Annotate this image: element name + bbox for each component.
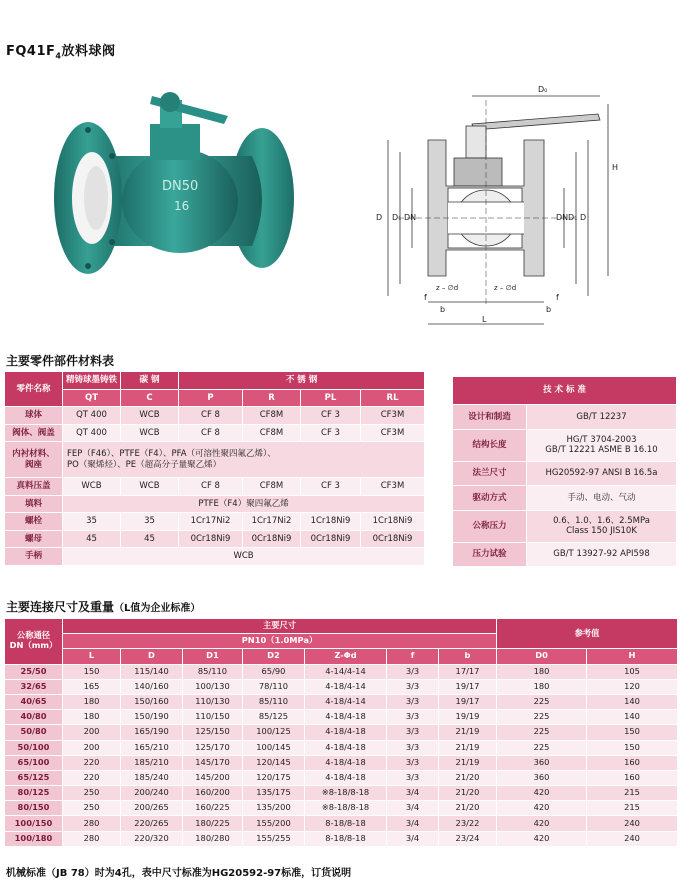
table-cell: 220 bbox=[63, 755, 121, 770]
table-cell: 4-18/4-14 bbox=[305, 679, 387, 694]
code-pl: PL bbox=[301, 389, 361, 407]
code-r: R bbox=[243, 389, 301, 407]
table-cell: 115/140 bbox=[121, 664, 183, 679]
table-cell: 250 bbox=[63, 801, 121, 816]
valve-photo bbox=[52, 86, 304, 296]
table-cell: 360 bbox=[497, 755, 587, 770]
table-cell: 420 bbox=[497, 831, 587, 846]
table-cell: 3/3 bbox=[387, 755, 439, 770]
table-cell: 420 bbox=[497, 786, 587, 801]
table-cell: 125/170 bbox=[183, 740, 243, 755]
table-cell: 85/110 bbox=[183, 664, 243, 679]
table-cell: 3/3 bbox=[387, 740, 439, 755]
table-cell: 21/20 bbox=[439, 786, 497, 801]
table-cell: 200 bbox=[63, 725, 121, 740]
table-cell: 150/190 bbox=[121, 710, 183, 725]
table-cell: 150 bbox=[63, 664, 121, 679]
dim-dn-left: DN bbox=[404, 213, 417, 222]
dim-f-right: f bbox=[556, 293, 559, 302]
table-cell: 240 bbox=[587, 816, 678, 831]
footnote: 机械标准（JB 78）时为4孔，表中尺寸标准为HG20592-97标准，订货说明 bbox=[6, 868, 352, 879]
table-cell: 420 bbox=[497, 816, 587, 831]
row-dn-cell: 40/65 bbox=[5, 694, 63, 709]
materials-table bbox=[4, 371, 425, 566]
table-cell: 225 bbox=[497, 710, 587, 725]
row-dn-cell: 25/50 bbox=[5, 664, 63, 679]
table-cell: 150 bbox=[587, 725, 678, 740]
dim-d0: D₀ bbox=[538, 85, 548, 94]
standard-row: 结构长度 HG/T 3704-2003 GB/T 12221 ASME B 16.10 bbox=[453, 429, 677, 461]
table-cell: 21/19 bbox=[439, 725, 497, 740]
table-cell: 3/4 bbox=[387, 831, 439, 846]
header-reference: 参考值 bbox=[497, 619, 678, 649]
table-cell: 135/175 bbox=[243, 786, 305, 801]
header-pn10: PN10（1.0MPa） bbox=[63, 634, 497, 649]
col-header: D1 bbox=[183, 649, 243, 664]
table-cell: 220/320 bbox=[121, 831, 183, 846]
header-part-name: 零件名称 bbox=[5, 372, 63, 407]
table-cell: 150/160 bbox=[121, 694, 183, 709]
dim-l: L bbox=[482, 315, 487, 324]
table-cell: 165 bbox=[63, 679, 121, 694]
table-cell: 3/4 bbox=[387, 816, 439, 831]
table-cell: ※8-18/8-18 bbox=[305, 801, 387, 816]
table-cell: 120/145 bbox=[243, 755, 305, 770]
dim-dn-right: DN bbox=[556, 213, 569, 222]
table-cell: 220/265 bbox=[121, 816, 183, 831]
materials-section-title: 主要零件部件材料表 bbox=[6, 354, 115, 368]
table-cell: 180 bbox=[497, 664, 587, 679]
table-cell: 225 bbox=[497, 694, 587, 709]
material-row-lining: 内衬材料、 阀座 FEP（F46）、PTFE（F4）、PFA（可溶性聚四氟乙烯）、 PO（聚烯烃）、PE（超高分子量聚乙烯） bbox=[5, 442, 425, 478]
table-cell: 100/145 bbox=[243, 740, 305, 755]
table-row bbox=[5, 725, 678, 740]
product-title: $FQ41F_4$放料球阀 bbox=[6, 44, 116, 61]
dim-b-right: b bbox=[546, 305, 552, 314]
table-cell: 165/190 bbox=[121, 725, 183, 740]
group-ductile-iron: 精铸球墨铸铁 bbox=[63, 372, 121, 390]
table-cell: 215 bbox=[587, 786, 678, 801]
table-row bbox=[5, 770, 678, 785]
table-row bbox=[5, 816, 678, 831]
table-cell: 85/110 bbox=[243, 694, 305, 709]
standards-table bbox=[452, 376, 677, 567]
table-row bbox=[5, 664, 678, 679]
table-cell: 215 bbox=[587, 801, 678, 816]
standard-row: 设计和制造 GB/T 12237 bbox=[453, 405, 677, 430]
table-cell: 145/170 bbox=[183, 755, 243, 770]
code-rl: RL bbox=[361, 389, 425, 407]
row-dn-cell: 50/80 bbox=[5, 725, 63, 740]
table-cell: 140 bbox=[587, 710, 678, 725]
code-qt: QT bbox=[63, 389, 121, 407]
material-row: 真料压盖 WCB WCB CF 8 CF8M CF 3 CF3M bbox=[5, 478, 425, 496]
table-cell: 180 bbox=[497, 679, 587, 694]
table-row bbox=[5, 786, 678, 801]
dim-z-right: z – ∅d bbox=[494, 284, 517, 292]
header-dn: 公称通径 DN（mm） bbox=[5, 619, 63, 665]
table-cell: 23/22 bbox=[439, 816, 497, 831]
table-cell: 120/175 bbox=[243, 770, 305, 785]
table-cell: 8-18/8-18 bbox=[305, 831, 387, 846]
dim-h: H bbox=[612, 163, 619, 172]
col-header: b bbox=[439, 649, 497, 664]
dim-d-right: D bbox=[580, 213, 587, 222]
table-row bbox=[5, 740, 678, 755]
table-cell: 145/200 bbox=[183, 770, 243, 785]
table-cell: 4-18/4-18 bbox=[305, 755, 387, 770]
table-cell: 160 bbox=[587, 770, 678, 785]
table-cell: 160/200 bbox=[183, 786, 243, 801]
table-row bbox=[5, 710, 678, 725]
table-cell: 120 bbox=[587, 679, 678, 694]
table-cell: 4-14/4-14 bbox=[305, 664, 387, 679]
table-cell: 110/150 bbox=[183, 710, 243, 725]
table-row bbox=[5, 755, 678, 770]
table-cell: 135/200 bbox=[243, 801, 305, 816]
table-cell: 155/200 bbox=[243, 816, 305, 831]
group-stainless-steel: 不 锈 钢 bbox=[179, 372, 425, 390]
row-dn-cell: 65/125 bbox=[5, 770, 63, 785]
row-dn-cell: 40/80 bbox=[5, 710, 63, 725]
row-dn-cell: 32/65 bbox=[5, 679, 63, 694]
table-cell: 140 bbox=[587, 694, 678, 709]
table-cell: 105 bbox=[587, 664, 678, 679]
table-cell: 4-18/4-18 bbox=[305, 710, 387, 725]
dim-b-left: b bbox=[440, 305, 446, 314]
col-header: L bbox=[63, 649, 121, 664]
table-cell: 100/130 bbox=[183, 679, 243, 694]
row-dn-cell: 65/100 bbox=[5, 755, 63, 770]
material-row: 螺母 45 45 0Cr18Ni9 0Cr18Ni9 0Cr18Ni9 0Cr18Ni9 bbox=[5, 530, 425, 548]
dim-d1-right: D₁ bbox=[568, 213, 578, 222]
material-row-packing: 填料 PTFE（F4）聚四氟乙烯 bbox=[5, 495, 425, 513]
table-cell: 250 bbox=[63, 786, 121, 801]
table-cell: 4-18/4-18 bbox=[305, 740, 387, 755]
col-header: D0 bbox=[497, 649, 587, 664]
table-cell: 180/225 bbox=[183, 816, 243, 831]
table-cell: 110/130 bbox=[183, 694, 243, 709]
standard-row: 压力试验 GB/T 13927-92 API598 bbox=[453, 542, 677, 567]
table-cell: 3/3 bbox=[387, 770, 439, 785]
table-cell: 21/20 bbox=[439, 801, 497, 816]
col-header: D bbox=[121, 649, 183, 664]
table-cell: 280 bbox=[63, 831, 121, 846]
material-row: 球体 QT 400 WCB CF 8 CF8M CF 3 CF3M bbox=[5, 407, 425, 425]
dimensions-table bbox=[4, 618, 678, 847]
table-cell: 225 bbox=[497, 725, 587, 740]
table-cell: 420 bbox=[497, 801, 587, 816]
table-cell: 17/17 bbox=[439, 664, 497, 679]
table-cell: 140/160 bbox=[121, 679, 183, 694]
table-cell: 200/240 bbox=[121, 786, 183, 801]
dim-d-left: D bbox=[376, 213, 383, 222]
table-cell: 360 bbox=[497, 770, 587, 785]
table-cell: 155/255 bbox=[243, 831, 305, 846]
table-cell: 200 bbox=[63, 740, 121, 755]
standards-header: 技 术 标 准 bbox=[453, 377, 677, 405]
table-cell: 3/3 bbox=[387, 694, 439, 709]
table-cell: 160 bbox=[587, 755, 678, 770]
group-carbon-steel: 碳 钢 bbox=[121, 372, 179, 390]
row-dn-cell: 80/125 bbox=[5, 786, 63, 801]
col-header: H bbox=[587, 649, 678, 664]
table-row bbox=[5, 679, 678, 694]
table-cell: 19/19 bbox=[439, 710, 497, 725]
col-header: f bbox=[387, 649, 439, 664]
table-cell: 21/19 bbox=[439, 740, 497, 755]
table-cell: 4-18/4-18 bbox=[305, 725, 387, 740]
col-header: Z-Φd bbox=[305, 649, 387, 664]
table-cell: 280 bbox=[63, 816, 121, 831]
table-cell: ※8-18/8-18 bbox=[305, 786, 387, 801]
table-cell: 3/4 bbox=[387, 801, 439, 816]
section-drawing bbox=[368, 80, 624, 332]
table-cell: 3/3 bbox=[387, 725, 439, 740]
row-dn-cell: 80/150 bbox=[5, 801, 63, 816]
table-cell: 4-18/4-14 bbox=[305, 694, 387, 709]
table-cell: 180 bbox=[63, 710, 121, 725]
table-cell: 65/90 bbox=[243, 664, 305, 679]
table-cell: 165/210 bbox=[121, 740, 183, 755]
table-cell: 160/225 bbox=[183, 801, 243, 816]
code-c: C bbox=[121, 389, 179, 407]
col-header: D2 bbox=[243, 649, 305, 664]
table-cell: 200/265 bbox=[121, 801, 183, 816]
standard-row: 驱动方式 手动、电动、气动 bbox=[453, 486, 677, 511]
dim-z-left: z – ∅d bbox=[436, 284, 459, 292]
table-cell: 185/210 bbox=[121, 755, 183, 770]
table-cell: 180 bbox=[63, 694, 121, 709]
standard-row: 法兰尺寸 HG20592-97 ANSI B 16.5a bbox=[453, 461, 677, 486]
table-cell: 180/280 bbox=[183, 831, 243, 846]
table-cell: 4-18/4-18 bbox=[305, 770, 387, 785]
table-cell: 21/20 bbox=[439, 770, 497, 785]
dim-f-left: f bbox=[424, 293, 427, 302]
table-cell: 3/3 bbox=[387, 664, 439, 679]
code-p: P bbox=[179, 389, 243, 407]
dims-section-title: 主要连接尺寸及重量（L值为企业标准） bbox=[6, 600, 201, 614]
table-cell: 220 bbox=[63, 770, 121, 785]
valve-dn-mark: DN50 bbox=[162, 179, 199, 194]
table-cell: 21/19 bbox=[439, 755, 497, 770]
valve-pn-mark: 16 bbox=[174, 199, 190, 213]
table-cell: 78/110 bbox=[243, 679, 305, 694]
table-cell: 185/240 bbox=[121, 770, 183, 785]
header-main-dims: 主要尺寸 bbox=[63, 619, 497, 634]
table-cell: 3/3 bbox=[387, 710, 439, 725]
table-cell: 8-18/8-18 bbox=[305, 816, 387, 831]
table-row bbox=[5, 801, 678, 816]
row-dn-cell: 100/180 bbox=[5, 831, 63, 846]
table-row bbox=[5, 694, 678, 709]
table-cell: 125/150 bbox=[183, 725, 243, 740]
table-cell: 3/3 bbox=[387, 679, 439, 694]
table-cell: 3/4 bbox=[387, 786, 439, 801]
table-row bbox=[5, 831, 678, 846]
row-dn-cell: 50/100 bbox=[5, 740, 63, 755]
table-cell: 240 bbox=[587, 831, 678, 846]
material-row-handle: 手柄 WCB bbox=[5, 548, 425, 566]
table-cell: 85/125 bbox=[243, 710, 305, 725]
standard-row: 公称压力 0.6、1.0、1.6、2.5MPa Class 150 JIS10K bbox=[453, 510, 677, 542]
table-cell: 19/17 bbox=[439, 694, 497, 709]
material-row: 阀体、阀盖 QT 400 WCB CF 8 CF8M CF 3 CF3M bbox=[5, 424, 425, 442]
table-cell: 100/125 bbox=[243, 725, 305, 740]
dim-d1-left: D₁ bbox=[392, 213, 402, 222]
material-row: 螺栓 35 35 1Cr17Ni2 1Cr17Ni2 1Cr18Ni9 1Cr18Ni9 bbox=[5, 513, 425, 531]
table-cell: 19/17 bbox=[439, 679, 497, 694]
table-cell: 150 bbox=[587, 740, 678, 755]
table-cell: 23/24 bbox=[439, 831, 497, 846]
row-dn-cell: 100/150 bbox=[5, 816, 63, 831]
table-cell: 225 bbox=[497, 740, 587, 755]
